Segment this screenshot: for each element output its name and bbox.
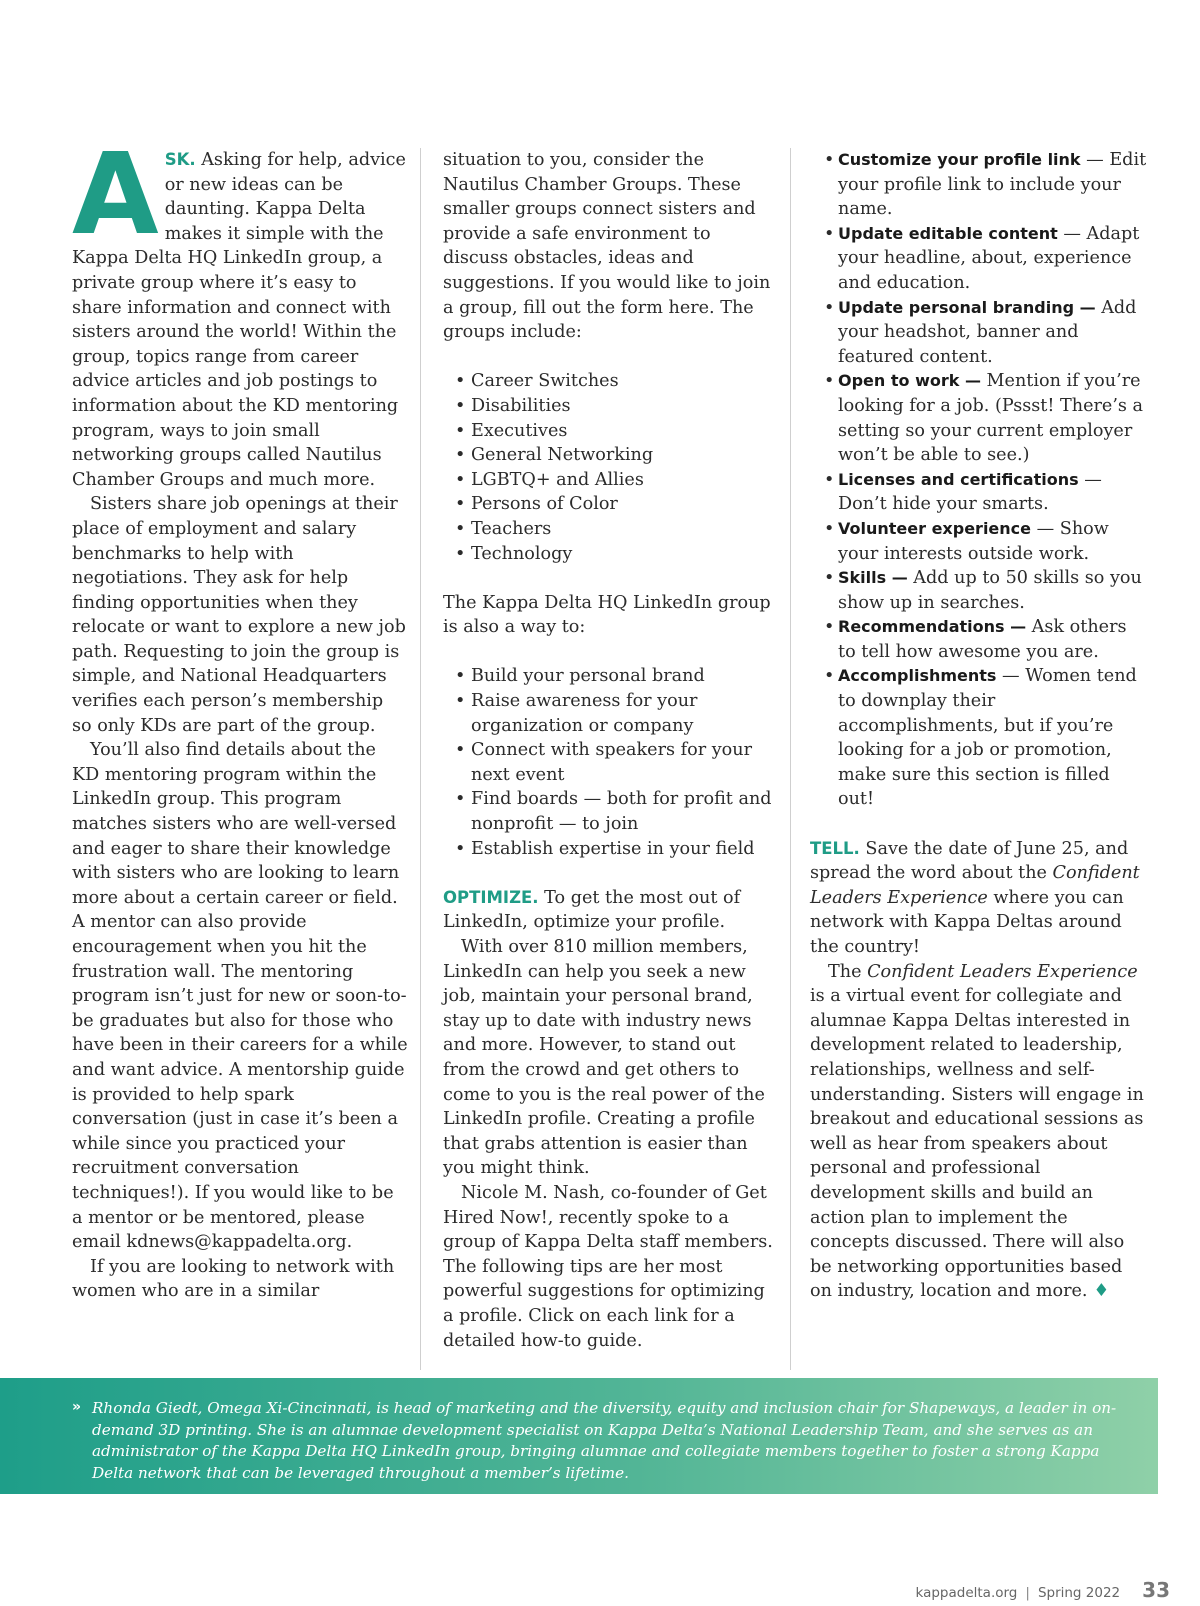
- tip-personal-branding[interactable]: • Update personal branding — Add your headshot, banner and featured content.: [824, 296, 1148, 370]
- footer-issue: Spring 2022: [1037, 1585, 1121, 1601]
- job-openings-paragraph: Sisters share job openings at their place of employment and salary benchmarks to help with negotiations. They ask for help finding opportunities when they relocate or want to explore a new job path. Requesting to join the group is simple, and National Headquarters verifies each person’s membership so only KDs are part of the group.: [72, 494, 406, 736]
- ask-heading: SK.: [164, 150, 196, 169]
- members-paragraph: With over 810 million members, LinkedIn can help you seek a new job, maintain your personal brand, stay up to date with industry news and more. However, to stand out from the crowd and get others to come to you is the real power of the LinkedIn profile. Creating a profile that grabs attention is easier than you might think.: [443, 937, 765, 1179]
- list-item: • Find boards — both for profit and nonprofit — to join: [455, 787, 773, 836]
- optimize-heading: OPTIMIZE.: [443, 887, 539, 907]
- optimize-paragraph: [443, 886, 773, 935]
- linkedin-way-paragraph: The Kappa Delta HQ LinkedIn group is also a way to:: [443, 592, 771, 638]
- list-item: • Executives: [455, 419, 773, 444]
- event-name: Confident Leaders Experience: [810, 863, 1140, 908]
- column-divider-right: [790, 148, 791, 1370]
- tip-customize-link[interactable]: • Customize your profile link — Edit your profile link to include your name.: [824, 148, 1148, 222]
- event-name: Confident Leaders Experience: [867, 961, 1138, 982]
- footer-site: kappadelta.org: [915, 1585, 1018, 1601]
- network-paragraph: If you are looking to network with women who are in a similar: [72, 1256, 395, 1302]
- author-bio-box: [0, 1378, 1158, 1494]
- list-item: • Career Switches: [455, 369, 773, 394]
- tip-recommendations[interactable]: • Recommendations — Ask others to tell how awesome you are.: [824, 615, 1148, 664]
- page-number: 33: [1142, 1578, 1170, 1602]
- profile-tips-list: [810, 148, 1148, 812]
- ways-list: [443, 664, 773, 861]
- event-paragraph: The Confident Leaders Experience is a virtual event for collegiate and alumnae Kappa Deltas interested in development related to leadership, relationships, wellness and self-understanding. Sisters will engage in breakout and educational sessions as well as hear from speakers about personal and professional development skills and build an action plan to implement the concepts discussed. There will also be networking opportunities based on industry, location and more. ♦: [810, 961, 1144, 1302]
- tip-accomplishments[interactable]: • Accomplishments — Women tend to downplay their accomplishments, but if you’re looking for a job or promotion, make sure this section is filled out!: [824, 664, 1148, 812]
- tell-paragraph: TELL. Save the date of June 25, and spread the word about the Confident Leaders Experience where you can network with Kappa Deltas around the country!: [810, 838, 1140, 957]
- mentoring-paragraph: You’ll also find details about the KD mentoring program within the LinkedIn group. This program matches sisters who are well-versed and eager to share their knowledge with sisters who are looking to learn more about a certain career or field. A mentor can also provide encouragement when you hit the frustration wall. The mentoring program isn’t just for new or soon-to-be graduates but also for those who have been in their careers for a while and want advice. A mentorship guide is provided to help spark conversation (just in case it’s been a while since you practiced your recruitment conversation techniques!). If you would like to be a mentor or be mentored, please email kdnews@kappadelta.org.: [72, 740, 408, 1253]
- list-item: • Connect with speakers for your next event: [455, 738, 773, 787]
- page-footer: [915, 1578, 1170, 1602]
- list-item: • Disabilities: [455, 394, 773, 419]
- list-item: • Teachers: [455, 517, 773, 542]
- tip-editable-content[interactable]: • Update editable content — Adapt your headline, about, experience and education.: [824, 222, 1148, 296]
- list-item: • Raise awareness for your organization or company: [455, 689, 773, 738]
- tip-skills[interactable]: • Skills — Add up to 50 skills so you show up in searches.: [824, 566, 1148, 615]
- list-item: • Build your personal brand: [455, 664, 773, 689]
- end-mark-icon: ♦: [1093, 1281, 1110, 1302]
- list-item: • LGBTQ+ and Allies: [455, 468, 773, 493]
- ask-paragraph: [72, 130, 408, 492]
- nautilus-paragraph: situation to you, consider the Nautilus Chamber Groups. These smaller groups connect sisters and provide a safe environment to discuss obstacles, ideas and suggestions. If you would like to join a group, fill out the form here. The groups include:: [443, 150, 771, 343]
- drop-cap: A: [72, 130, 159, 260]
- list-item: • General Networking: [455, 443, 773, 468]
- tip-open-to-work[interactable]: • Open to work — Mention if you’re looking for a job. (Pssst! There’s a setting so your current employer won’t be able to see.): [824, 369, 1148, 467]
- article-column-2: [443, 148, 773, 1353]
- article-column-1: [72, 130, 408, 1304]
- article-column-3: [810, 148, 1148, 1304]
- tip-licenses[interactable]: • Licenses and certifications — Don’t hide your smarts.: [824, 468, 1148, 517]
- list-item: • Establish expertise in your field: [455, 837, 773, 862]
- nash-paragraph: Nicole M. Nash, co-founder of Get Hired Now!, recently spoke to a group of Kappa Delta staff members. The following tips are her most powerful suggestions for optimizing a profile. Click on each link for a detailed how-to guide.: [443, 1182, 773, 1351]
- list-item: • Technology: [455, 542, 773, 567]
- ask-text: Asking for help, advice or new ideas can be daunting. Kappa Delta makes it simple with the Kappa Delta HQ LinkedIn group, a private group where it’s easy to share information and connect with sisters around the world! Within the group, topics range from career advice articles and job postings to information about the KD mentoring program, ways to join small networking groups called Nautilus Chamber Groups and much more.: [72, 150, 406, 490]
- tell-heading: TELL.: [810, 838, 860, 858]
- list-item: • Persons of Color: [455, 492, 773, 517]
- tip-volunteer[interactable]: • Volunteer experience — Show your interests outside work.: [824, 517, 1148, 566]
- groups-list: [443, 369, 773, 566]
- chevron-right-icon: »: [72, 1399, 82, 1415]
- column-divider-left: [420, 148, 421, 1370]
- optimize-text: To get the most out of LinkedIn, optimize your profile.: [443, 887, 741, 933]
- footer-separator: |: [1025, 1585, 1030, 1601]
- author-bio-text: Rhonda Giedt, Omega Xi-Cincinnati, is head of marketing and the diversity, equity and inclusion chair for Shapeways, a leader in on-demand 3D printing. She is an alumnae development specialist on Kappa Delta’s National Leadership Team, and she serves as an administrator of the Kappa Delta HQ LinkedIn group, bringing alumnae and collegiate members together to foster a strong Kappa Delta network that can be leveraged throughout a member’s lifetime.: [92, 1399, 1117, 1482]
